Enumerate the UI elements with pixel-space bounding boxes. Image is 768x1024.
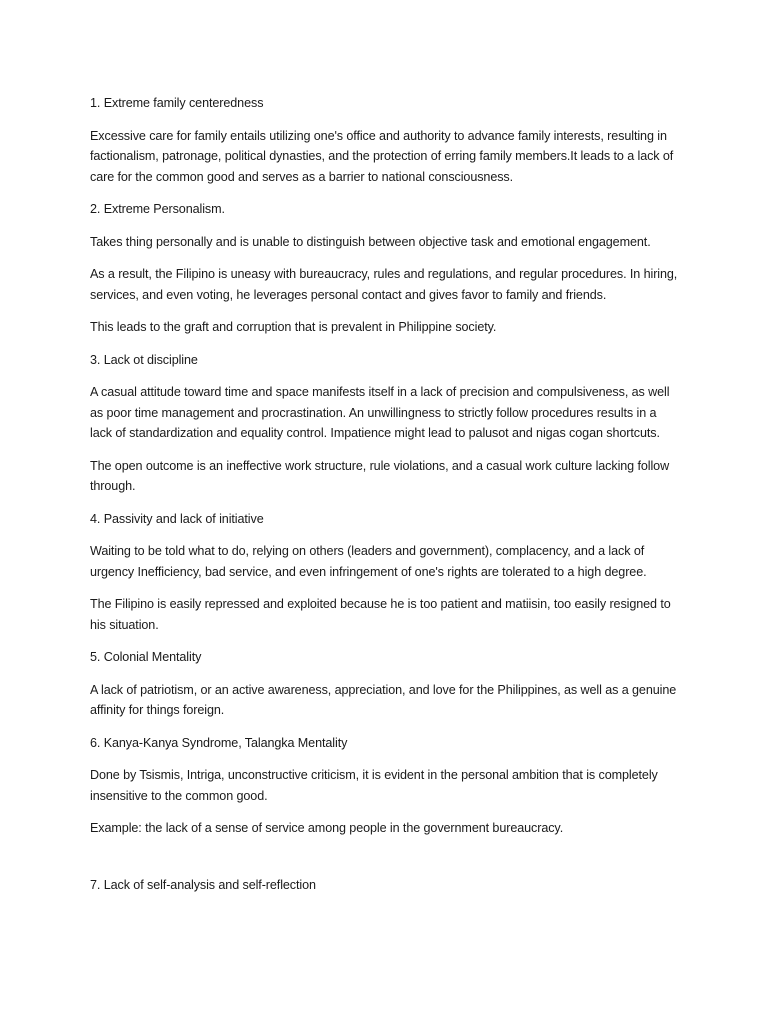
section-6-paragraph-2: Example: the lack of a sense of service among people in the government bureaucracy. xyxy=(90,821,564,835)
section-2-paragraph-2: As a result, the Filipino is uneasy with bureaucracy, rules and regulations, and regular procedures. In hiring, services, and even voting, he leverages personal contact and gives favor to family and friends. xyxy=(90,267,678,302)
section-heading-6: 6. Kanya-Kanya Syndrome, Talangka Mentality xyxy=(90,735,348,750)
section-6-paragraph-1: Done by Tsismis, Intriga, unconstructive criticism, it is evident in the personal ambition that is completely insensitive to the common good. xyxy=(90,768,658,803)
section-3-paragraph-2: The open outcome is an ineffective work structure, rule violations, and a casual work culture lacking follow through. xyxy=(90,458,670,493)
section-1-paragraph-1: Excessive care for family entails utilizing one's office and authority to advance family interests, resulting in factionalism, patronage, political dynasties, and the protection of erring family members.It leads to a lack of care for the common good and serves as a barrier to national consciousness. xyxy=(90,128,674,184)
document-page xyxy=(90,93,680,907)
section-heading-7: 7. Lack of self-analysis and self-reflection xyxy=(90,877,316,892)
section-heading-1: 1. Extreme family centeredness xyxy=(90,96,264,110)
section-5-paragraph-1: A lack of patriotism, or an active awareness, appreciation, and love for the Philippines, as well as a genuine affinity for things foreign. xyxy=(90,682,677,717)
section-heading-2: 2. Extreme Personalism. xyxy=(90,202,225,216)
section-heading-5: 5. Colonial Mentality xyxy=(90,650,202,664)
section-4-paragraph-1: Waiting to be told what to do, relying on others (leaders and government), complacency, and a lack of urgency Inefficiency, bad service, and even infringement of one's rights are tolerated to a high degree. xyxy=(90,544,647,579)
section-heading-4: 4. Passivity and lack of initiative xyxy=(90,511,264,526)
section-heading-3: 3. Lack ot discipline xyxy=(90,352,198,367)
section-4-paragraph-2: The Filipino is easily repressed and exploited because he is too patient and matiisin, too easily resigned to his situation. xyxy=(90,597,671,632)
section-2-paragraph-1: Takes thing personally and is unable to distinguish between objective task and emotional engagement. xyxy=(90,234,651,249)
section-3-paragraph-1: A casual attitude toward time and space manifests itself in a lack of precision and compulsiveness, as well as poor time management and procrastination. An unwillingness to strictly follow procedures results in a lack of standardization and equality control. Impatience might lead to palusot and nigas cogan shortcuts. xyxy=(90,385,670,440)
section-2-paragraph-3: This leads to the graft and corruption that is prevalent in Philippine society. xyxy=(90,320,497,334)
